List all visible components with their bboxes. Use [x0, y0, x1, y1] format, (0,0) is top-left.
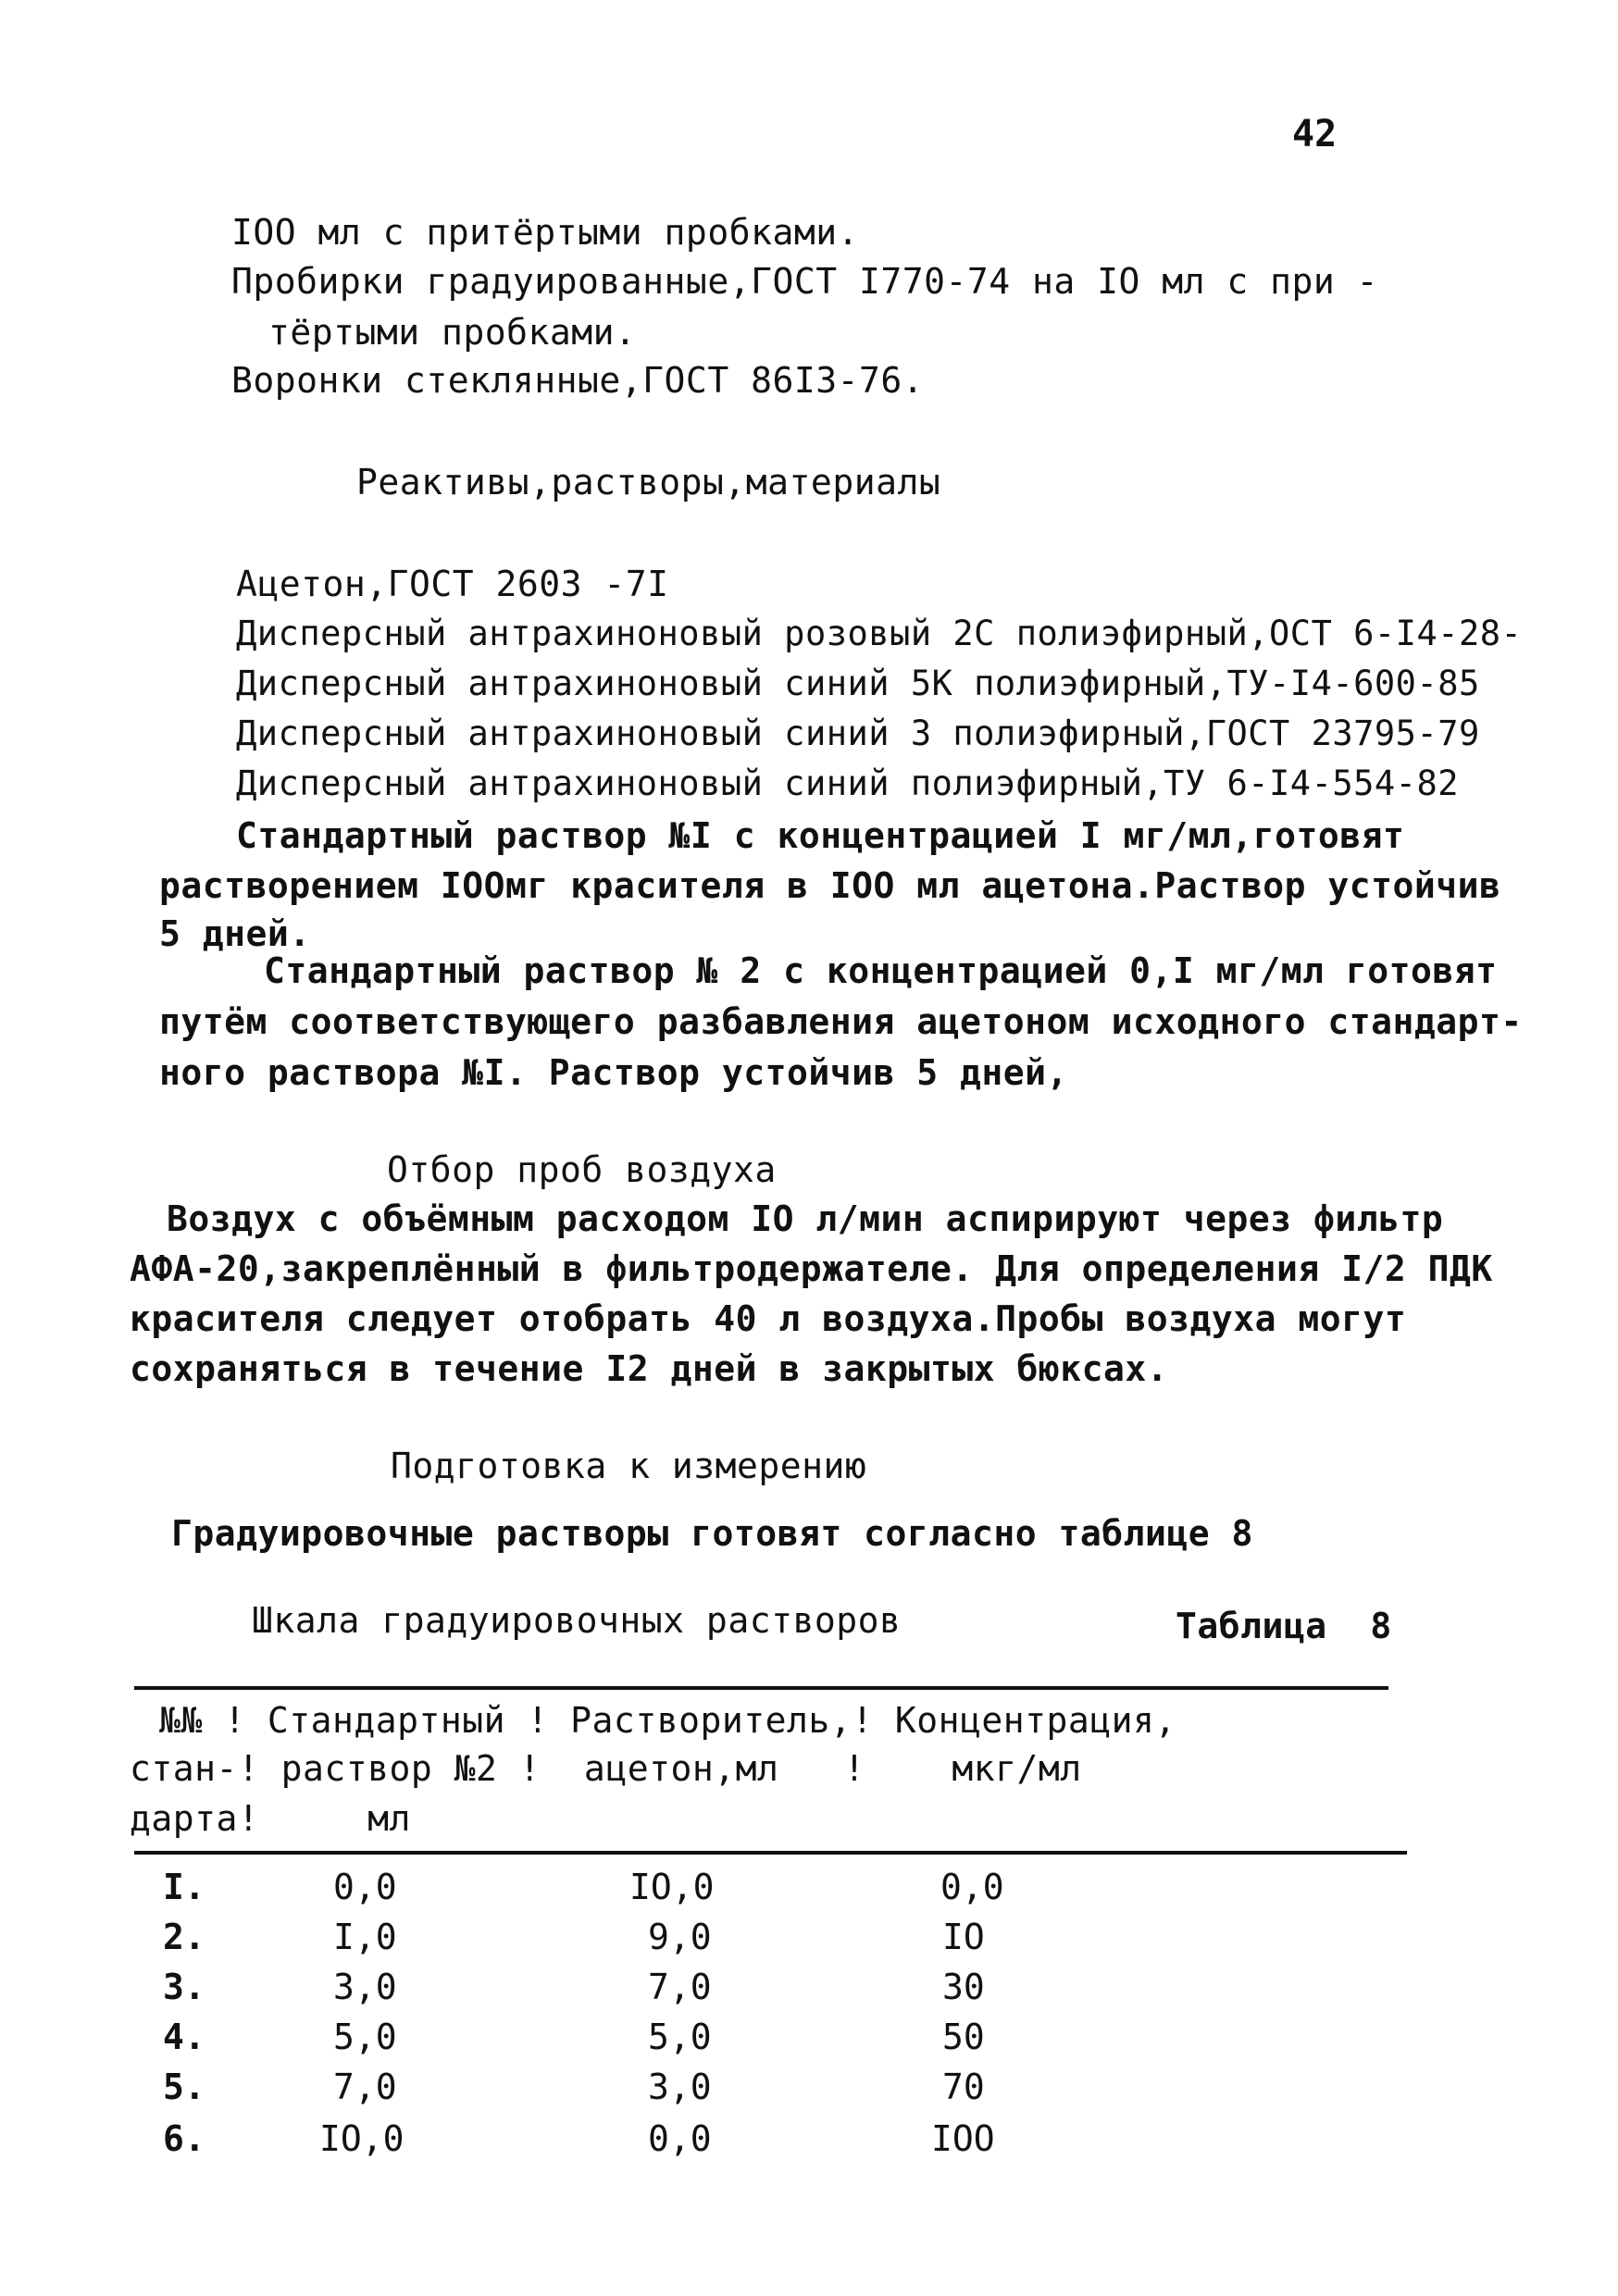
row-number: 5.	[163, 2066, 205, 2107]
std-volume: I,0	[333, 1917, 397, 1957]
equipment-line: Пробирки градуированные,ГОСТ I770-74 на IO мл с при -	[231, 261, 1379, 302]
table-header-rule	[134, 1851, 1407, 1855]
solvent-volume: 7,0	[648, 1967, 712, 2007]
table-label: Таблица 8	[1176, 1606, 1392, 1646]
equipment-line: тёртыми пробками.	[268, 312, 637, 353]
table-header-line: стан-! раствор №2 ! ацетон,мл ! мкг/мл	[130, 1748, 1082, 1789]
prep-heading: Подготовка к измерению	[391, 1446, 867, 1486]
concentration: IO	[942, 1917, 985, 1957]
table-caption: Шкала градуировочных растворов	[252, 1600, 902, 1641]
table-header-line: №№ ! Стандартный ! Растворитель,! Концентрация,	[159, 1700, 1176, 1741]
reagent-line: Ацетон,ГОСТ 2603 -7I	[236, 564, 669, 604]
std-volume: IO,0	[319, 2118, 404, 2159]
table-header-line: дарта! мл	[130, 1798, 411, 1839]
reagent-line: растворением IOOмг красителя в IOO мл ацетона.Раствор устойчив	[159, 865, 1501, 906]
reagent-line: ного раствора №I. Раствор устойчив 5 дней,	[159, 1052, 1068, 1093]
solvent-volume: 0,0	[648, 2118, 712, 2159]
solvent-volume: IO,0	[629, 1867, 715, 1907]
sampling-line: АФА-20,закреплённый в фильтродержателе. Для определения I/2 ПДК	[130, 1248, 1493, 1289]
solvent-volume: 5,0	[648, 2017, 712, 2057]
reagent-line: Дисперсный антрахиноновый синий 5К полиэфирный,ТУ-I4-600-85	[236, 664, 1480, 703]
reagent-line: 5 дней.	[159, 913, 311, 954]
row-number: 2.	[163, 1917, 205, 1957]
sampling-line: Воздух с объёмным расходом IO л/мин аспирируют через фильтр	[167, 1198, 1444, 1239]
prep-line: Градуировочные растворы готовят согласно таблице 8	[171, 1513, 1253, 1554]
sampling-heading: Отбор проб воздуха	[387, 1149, 777, 1190]
std-volume: 7,0	[333, 2066, 397, 2107]
reagent-line: Дисперсный антрахиноновый синий полиэфирный,ТУ 6-I4-554-82	[236, 763, 1460, 803]
row-number: 4.	[163, 2017, 205, 2057]
concentration: 50	[942, 2017, 985, 2057]
concentration: 30	[942, 1967, 985, 2007]
row-number: I.	[163, 1867, 205, 1907]
equipment-line: Воронки стеклянные,ГОСТ 86I3-76.	[231, 360, 925, 401]
reagent-line: Стандартный раствор № 2 с концентрацией 0,I мг/мл готовят	[264, 950, 1498, 991]
equipment-line: IOO мл с притёртыми пробками.	[231, 212, 859, 253]
concentration: 70	[942, 2066, 985, 2107]
std-volume: 0,0	[333, 1867, 397, 1907]
concentration: IOO	[931, 2118, 995, 2159]
std-volume: 5,0	[333, 2017, 397, 2057]
table-top-rule	[134, 1686, 1388, 1690]
concentration: 0,0	[940, 1867, 1004, 1907]
std-volume: 3,0	[333, 1967, 397, 2007]
sampling-line: сохраняться в течение I2 дней в закрытых бюксах.	[130, 1348, 1169, 1389]
reagent-line: Дисперсный антрахиноновый розовый 2С полиэфирный,ОСТ 6-I4-28-	[236, 614, 1523, 653]
reagent-line: Дисперсный антрахиноновый синий 3 полиэфирный,ГОСТ 23795-79	[236, 714, 1480, 753]
reagent-line: путём соответствующего разбавления ацетоном исходного стандарт-	[159, 1001, 1523, 1042]
row-number: 6.	[163, 2118, 205, 2159]
row-number: 3.	[163, 1967, 205, 2007]
solvent-volume: 9,0	[648, 1917, 712, 1957]
solvent-volume: 3,0	[648, 2066, 712, 2107]
page-number: 42	[1292, 113, 1338, 155]
reagents-heading: Реактивы,растворы,материалы	[356, 462, 941, 503]
reagent-line: Стандартный раствор №I с концентрацией I мг/мл,готовят	[236, 815, 1405, 856]
sampling-line: красителя следует отобрать 40 л воздуха.Пробы воздуха могут	[130, 1298, 1407, 1339]
